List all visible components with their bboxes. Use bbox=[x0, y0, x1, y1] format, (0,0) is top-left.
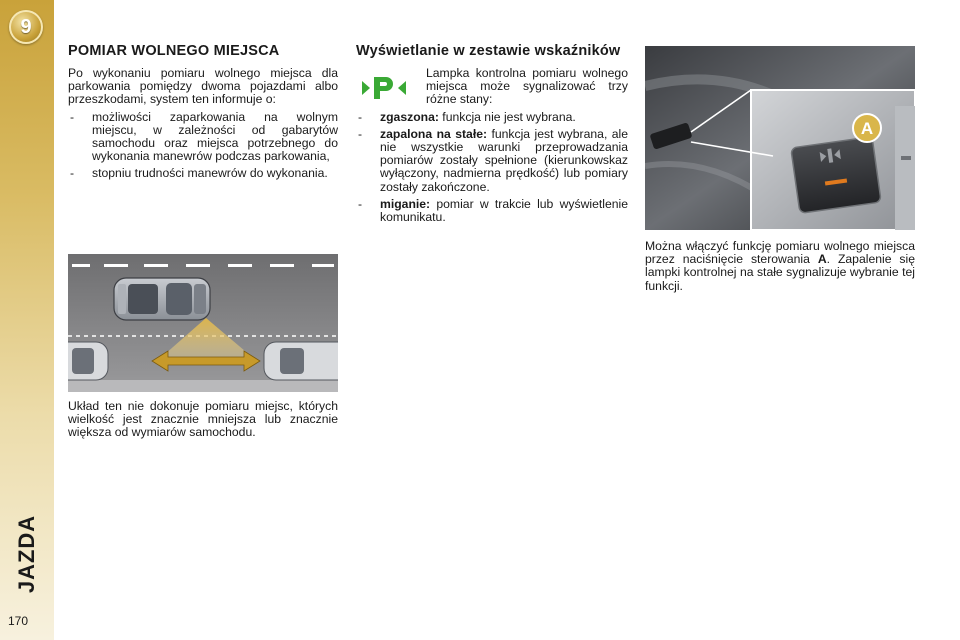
chapter-number: 9 bbox=[20, 15, 32, 38]
chapter-number-badge bbox=[9, 10, 43, 44]
section-indicator-display bbox=[356, 44, 628, 228]
control-paragraph bbox=[645, 240, 915, 293]
state-text: funkcja jest wybrana, ale nie wszystkie warunki przeprowadzania pomiarów zostały spełnione (kierunkowskaz wyłączony, nadmierna prędkość) lub pomiary zostały zakończone. bbox=[380, 126, 629, 194]
state-text: pomiar w trakcie lub wyświetlenie komunikatu. bbox=[380, 196, 628, 225]
info-list bbox=[68, 111, 338, 181]
control-description bbox=[645, 240, 915, 293]
section-heading: POMIAR WOLNEGO MIEJSCA bbox=[68, 43, 280, 59]
state-term: zapalona na stałe: bbox=[380, 126, 488, 141]
list-item bbox=[356, 111, 628, 124]
section-free-space-measurement bbox=[68, 44, 338, 185]
list-item: - możliwości zaparkowania na wolnym miejscu, w zależności od gabarytów samochodu oraz miejsca potrzebnego do wykonania manewrów podczas parkowania, bbox=[68, 111, 338, 164]
intro-paragraph: Po wykonaniu pomiaru wolnego miejsca dla parkowania pomiędzy dwoma pojazdami albo przeszkodami, system ten informuje o: bbox=[68, 66, 338, 107]
dashboard-button-photo bbox=[645, 46, 915, 230]
list-item bbox=[356, 128, 628, 194]
list-item bbox=[356, 198, 628, 224]
chapter-title bbox=[10, 512, 44, 596]
indicator-description bbox=[356, 67, 628, 107]
moving-car bbox=[114, 278, 210, 320]
parking-space-illustration bbox=[68, 254, 338, 392]
note-paragraph: Układ ten nie dokonuje pomiaru miejsc, których wielkość jest znacznie mniejsza lub znacznie większa od wymiarów samochodu. bbox=[68, 399, 338, 440]
state-term: miganie: bbox=[380, 196, 431, 211]
page-number: 170 bbox=[8, 614, 29, 628]
chapter-sidebar bbox=[0, 0, 54, 640]
state-term: zgaszona: bbox=[380, 109, 439, 124]
indicator-states-list bbox=[356, 111, 628, 225]
control-label-a bbox=[853, 114, 881, 142]
control-text-after: . Zapalenie się lampki kontrolnej na stałe sygnalizuje wybranie tej funkcji. bbox=[645, 252, 915, 293]
svg-text:A: A bbox=[860, 119, 874, 138]
parked-car-right bbox=[264, 342, 338, 380]
park-assist-button bbox=[791, 137, 881, 214]
parked-car-left bbox=[68, 342, 108, 380]
control-letter: A bbox=[817, 252, 827, 267]
state-text: funkcja nie jest wybrana. bbox=[438, 109, 576, 124]
list-item: - stopniu trudności manewrów do wykonania. bbox=[68, 167, 338, 180]
section-heading: Wyświetlanie w zestawie wskaźników bbox=[356, 43, 621, 59]
note-block bbox=[68, 400, 338, 440]
park-assist-indicator-icon bbox=[362, 75, 406, 101]
indicator-text: Lampka kontrolna pomiaru wolnego miejsca może sygnalizować trzy różne stany: bbox=[426, 66, 628, 107]
control-text-before: Można włączyć funkcję pomiaru wolnego miejsca przez naciśnięcie sterowania bbox=[645, 239, 915, 267]
chapter-title-text: JAZDA bbox=[14, 514, 39, 594]
